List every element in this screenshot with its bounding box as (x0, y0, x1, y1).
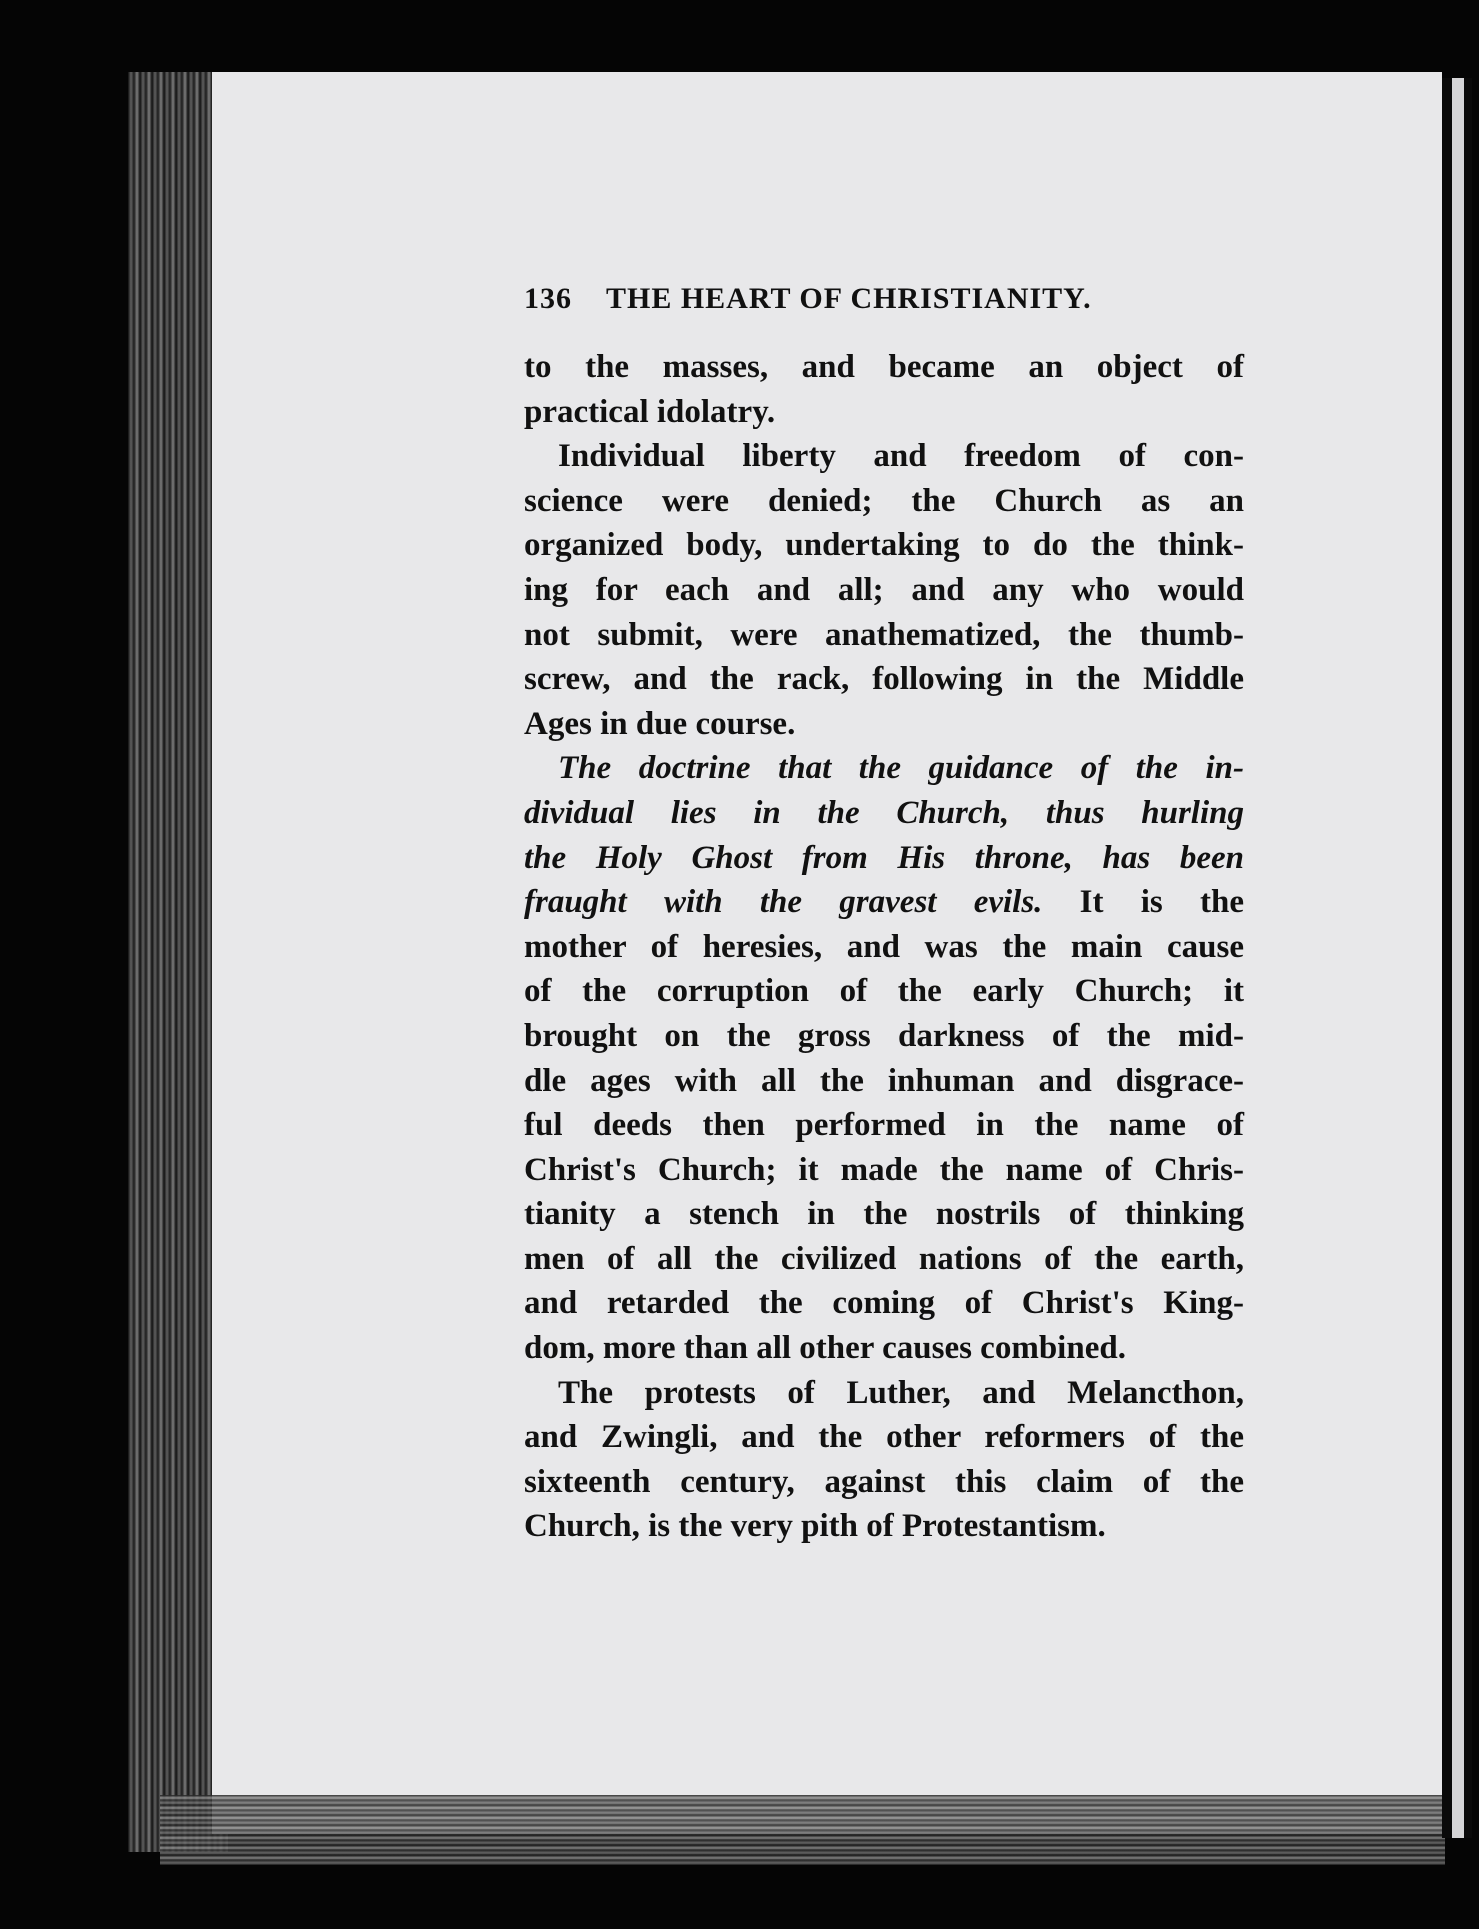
text-run: brought on the gross darkness of the mid- (524, 1017, 1244, 1054)
text-run: mother of heresies, and was the main cause (524, 928, 1244, 965)
text-line (524, 568, 1244, 613)
text-line (524, 390, 1244, 435)
text-line (524, 791, 1244, 836)
text-run: Christ's Church; it made the name of Chris- (524, 1151, 1244, 1188)
text-run: men of all the civilized nations of the earth, (524, 1240, 1244, 1277)
italic-text-run: The doctrine that the guidance of the in- (558, 750, 1244, 787)
text-line (524, 1192, 1244, 1237)
text-line (524, 1148, 1244, 1193)
italic-text-run: the Holy Ghost from His throne, has been (524, 839, 1244, 876)
text-line (524, 1326, 1244, 1371)
text-line (524, 702, 1244, 747)
text-line (524, 1281, 1244, 1326)
text-line (524, 1059, 1244, 1104)
text-run: science were denied; the Church as an (524, 482, 1244, 519)
text-run: It is the (1042, 884, 1244, 921)
text-run: organized body, undertaking to do the think- (524, 527, 1244, 564)
text-run: dle ages with all the inhuman and disgrace- (524, 1062, 1244, 1099)
text-run: Church, is the very pith of Protestantism. (524, 1508, 1106, 1545)
text-line (524, 1014, 1244, 1059)
text-line (524, 523, 1244, 568)
text-run: Individual liberty and freedom of con- (558, 438, 1244, 475)
text-line (524, 613, 1244, 658)
text-run: sixteenth century, against this claim of the (524, 1463, 1244, 1500)
text-line (524, 1237, 1244, 1282)
bottom-page-edges (160, 1795, 1445, 1865)
text-line (524, 1460, 1244, 1505)
text-line (524, 1371, 1244, 1416)
text-run: to the masses, and became an object of (524, 349, 1244, 385)
text-run: screw, and the rack, following in the Middle (524, 661, 1244, 698)
text-line (524, 746, 1244, 791)
text-line (524, 1415, 1244, 1460)
page-number: 136 (524, 282, 572, 315)
text-run: Ages in due course. (524, 705, 796, 742)
text-run: ful deeds then performed in the name of (524, 1107, 1244, 1144)
italic-text-run: dividual lies in the Church, thus hurling (524, 794, 1244, 831)
text-run: and retarded the coming of Christ's King- (524, 1285, 1244, 1322)
body-text (524, 345, 1244, 1549)
text-line (524, 836, 1244, 881)
facing-page-edge (1452, 78, 1464, 1838)
text-run: The protests of Luther, and Melancthon, (558, 1374, 1244, 1411)
text-run: ing for each and all; and any who would (524, 571, 1244, 608)
italic-text-run: fraught with the gravest evils. (524, 884, 1043, 921)
text-line (524, 657, 1244, 702)
text-run: dom, more than all other causes combined. (524, 1330, 1126, 1367)
text-run: practical idolatry. (524, 393, 776, 430)
text-run: not submit, were anathematized, the thumb- (524, 616, 1244, 653)
text-line (524, 880, 1244, 925)
text-line (524, 434, 1244, 479)
text-line (524, 1103, 1244, 1148)
text-run: of the corruption of the early Church; it (524, 973, 1244, 1010)
text-line (524, 925, 1244, 970)
text-line (524, 969, 1244, 1014)
running-title: THE HEART OF CHRISTIANITY. (605, 282, 1092, 315)
text-run: tianity a stench in the nostrils of thinking (524, 1196, 1244, 1233)
text-line (524, 479, 1244, 524)
text-run: and Zwingli, and the other reformers of the (524, 1419, 1244, 1456)
running-header (524, 282, 1244, 316)
text-line (524, 1504, 1244, 1549)
text-line (524, 345, 1244, 390)
